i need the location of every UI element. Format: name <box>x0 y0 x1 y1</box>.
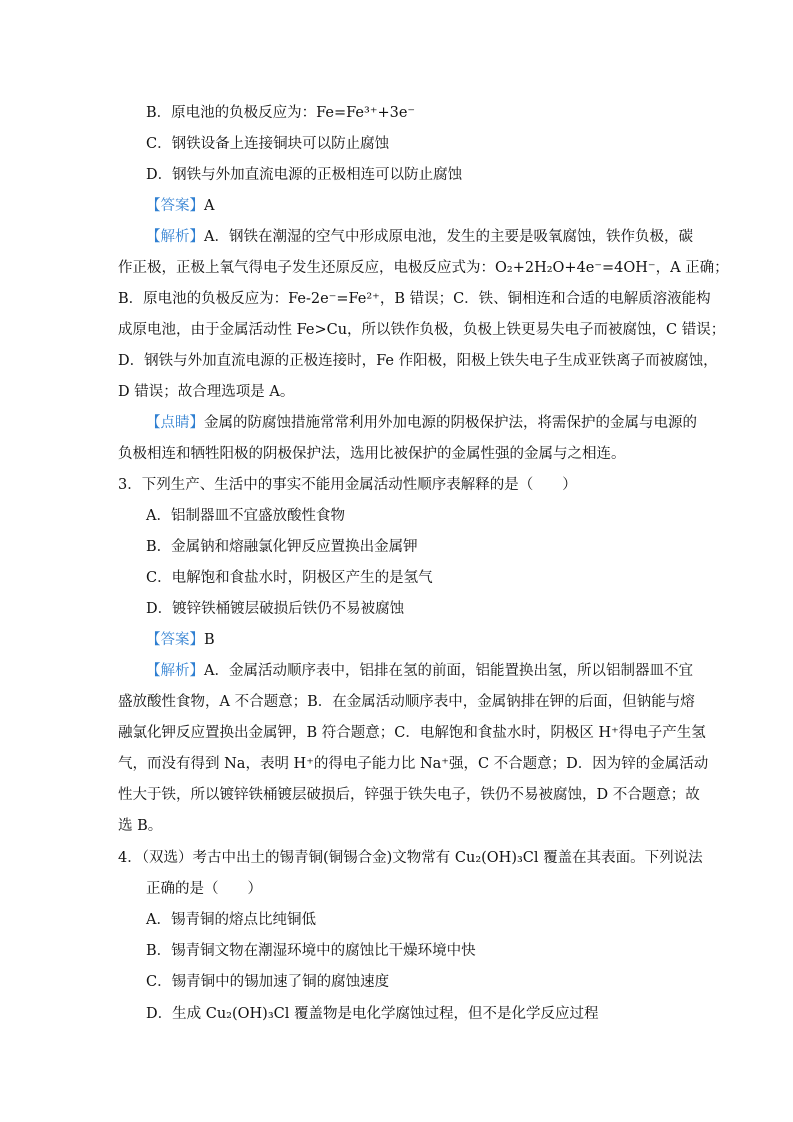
q2-analysis-line: D．钢铁与外加直流电源的正极连接时，Fe 作阳极，阳极上铁失电子生成亚铁离子而被腐蚀， <box>118 353 718 369</box>
q2-analysis-line: B．原电池的负极反应为：Fe-2e⁻=Fe²⁺，B 错误；C．铁、铜相连和合适的电解质溶液能构 <box>118 291 711 307</box>
analysis-tag: 【解析】 <box>146 229 204 245</box>
q3-stem: 3．下列生产、生活中的事实不能用金属活动性顺序表解释的是（ ） <box>118 477 577 493</box>
q3-analysis-line: 选 B。 <box>118 818 163 834</box>
answer-value: A <box>204 198 215 214</box>
q2-analysis-line: 作正极，正极上氧气得电子发生还原反应，电极反应式为：O₂+2H₂O+4e⁻=4OH⁻，A 正确； <box>118 260 729 276</box>
q2-option-d: D．钢铁与外加直流电源的正极相连可以防止腐蚀 <box>146 167 463 183</box>
q2-option-b: B．原电池的负极反应为：Fe=Fe³⁺+3e⁻ <box>146 105 416 121</box>
answer-value: B <box>204 632 215 648</box>
q3-option-d: D．镀锌铁桶镀层破损后铁仍不易被腐蚀 <box>146 601 405 617</box>
tip-tag: 【点睛】 <box>146 415 204 431</box>
q2-analysis-line <box>146 227 693 247</box>
q3-option-c: C．电解饱和食盐水时，阴极区产生的是氢气 <box>146 570 433 586</box>
q2-option-c: C．钢铁设备上连接铜块可以防止腐蚀 <box>146 136 390 152</box>
q4-option-a: A．锡青铜的熔点比纯铜低 <box>146 912 316 928</box>
answer-tag: 【答案】 <box>146 632 204 648</box>
analysis-tag: 【解析】 <box>146 663 204 679</box>
q3-option-b: B．金属钠和熔融氯化钾反应置换出金属钾 <box>146 539 418 555</box>
q4-option-d: D．生成 Cu₂(OH)₃Cl 覆盖物是电化学腐蚀过程，但不是化学反应过程 <box>146 1006 599 1022</box>
q3-answer <box>146 630 215 650</box>
tip-text: 金属的防腐蚀措施常常利用外加电源的阴极保护法，将需保护的金属与电源的 <box>204 415 697 431</box>
q3-analysis-line: 盛放酸性食物，A 不合题意；B．在金属活动顺序表中，金属钠排在钾的后面，但钠能与熔 <box>118 694 695 710</box>
q4-option-b: B．锡青铜文物在潮湿环境中的腐蚀比干燥环境中快 <box>146 943 476 959</box>
q2-answer <box>146 196 214 216</box>
q2-tip-line <box>146 413 697 433</box>
q3-analysis-line: 性大于铁，所以镀锌铁桶镀层破损后，锌强于铁失电子，铁仍不易被腐蚀，D 不合题意；故 <box>118 787 700 803</box>
q3-option-a: A．铝制器皿不宜盛放酸性食物 <box>146 508 345 524</box>
q3-analysis-line: 融氯化钾反应置换出金属钾，B 符合题意；C．电解饱和食盐水时，阴极区 H⁺得电子产生氢 <box>118 725 706 741</box>
q4-option-c: C．锡青铜中的锡加速了铜的腐蚀速度 <box>146 974 390 990</box>
q4-stem: 4．（双选）考古中出土的锡青铜(铜锡合金)文物常有 Cu₂(OH)₃Cl 覆盖在其表面。下列说法 <box>118 850 703 866</box>
q2-analysis-line: 成原电池，由于金属活动性 Fe>Cu，所以铁作负极，负极上铁更易失电子而被腐蚀，C 错误； <box>118 322 726 338</box>
analysis-text: A．金属活动顺序表中，铝排在氢的前面，铝能置换出氢，所以铝制器皿不宜 <box>204 663 693 679</box>
answer-tag: 【答案】 <box>146 198 204 214</box>
q2-tip-line: 负极相连和牺牲阳极的阴极保护法，选用比被保护的金属性强的金属与之相连。 <box>118 446 626 462</box>
q2-analysis-line: D 错误；故合理选项是 A。 <box>118 384 295 400</box>
analysis-text: A．钢铁在潮湿的空气中形成原电池，发生的主要是吸氧腐蚀，铁作负极，碳 <box>204 229 693 245</box>
q3-analysis-line: 气，而没有得到 Na，表明 H⁺的得电子能力比 Na⁺强，C 不合题意；D．因为锌的金属活动 <box>118 756 709 772</box>
q4-stem-continued: 正确的是（ ） <box>146 881 262 897</box>
q3-analysis-line <box>146 661 693 681</box>
